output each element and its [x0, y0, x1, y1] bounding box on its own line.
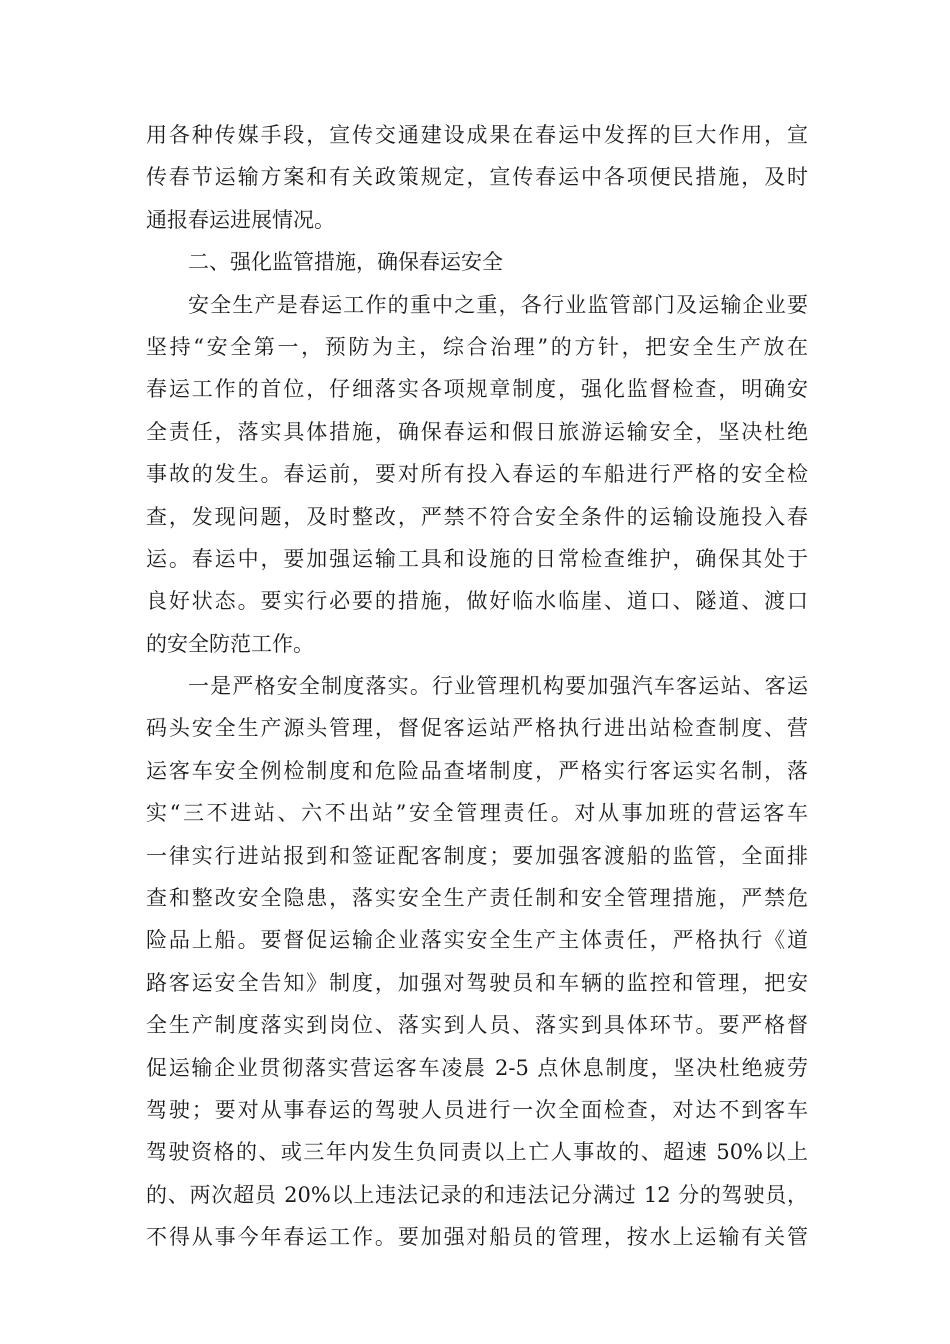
text-line: 全生产制度落实到岗位、落实到人员、落实到具体环节。要严格督 [146, 1013, 808, 1038]
text-line: 驾驶资格的、或三年内发生负同责以上亡人事故的、超速 50%以上 [146, 1140, 808, 1165]
document-page [146, 114, 808, 1259]
text-line: 的安全防范工作。 [146, 631, 314, 656]
text-line: 实“三不进站、六不出站”安全管理责任。对从事加班的营运客车 [146, 801, 808, 826]
text-line: 二、强化监管措施，确保春运安全 [188, 250, 503, 275]
text-line: 的、两次超员 20%以上违法记录的和违法记分满过 12 分的驾驶员， [146, 1182, 808, 1207]
text-line: 安全生产是春运工作的重中之重，各行业监管部门及运输企业要 [188, 292, 808, 317]
text-line: 一是严格安全制度落实。行业管理机构要加强汽车客运站、客运 [188, 674, 808, 699]
text-line: 运。春运中，要加强运输工具和设施的日常检查维护，确保其处于 [146, 546, 808, 571]
text-line: 不得从事今年春运工作。要加强对船员的管理，按水上运输有关管 [146, 1225, 808, 1250]
text-line: 传春节运输方案和有关政策规定，宣传春运中各项便民措施，及时 [146, 165, 808, 190]
text-line: 良好状态。要实行必要的措施，做好临水临崖、道口、隧道、渡口 [146, 589, 808, 614]
text-line: 坚持“安全第一，预防为主，综合治理”的方针，把安全生产放在 [146, 334, 808, 359]
text-line: 春运工作的首位，仔细落实各项规章制度，强化监督检查，明确安 [146, 377, 808, 402]
text-line: 全责任，落实具体措施，确保春运和假日旅游运输安全，坚决杜绝 [146, 419, 808, 444]
text-line: 码头安全生产源头管理，督促客运站严格执行进出站检查制度、营 [146, 716, 808, 741]
text-line: 路客运安全告知》制度，加强对驾驶员和车辆的监控和管理，把安 [146, 970, 808, 995]
text-line: 查和整改安全隐患，落实安全生产责任制和安全管理措施，严禁危 [146, 886, 808, 911]
text-line: 促运输企业贯彻落实营运客车凌晨 2-5 点休息制度，坚决杜绝疲劳 [146, 1055, 808, 1080]
text-line: 一律实行进站报到和签证配客制度；要加强客渡船的监管，全面排 [146, 843, 808, 868]
text-line: 查，发现问题，及时整改，严禁不符合安全条件的运输设施投入春 [146, 504, 808, 529]
text-line: 运客车安全例检制度和危险品查堵制度，严格实行客运实名制，落 [146, 758, 808, 783]
text-line: 驾驶；要对从事春运的驾驶人员进行一次全面检查，对达不到客车 [146, 1097, 808, 1122]
text-line: 用各种传媒手段，宣传交通建设成果在春运中发挥的巨大作用，宣 [146, 123, 808, 147]
text-line: 事故的发生。春运前，要对所有投入春运的车船进行严格的安全检 [146, 462, 808, 487]
text-line: 通报春运进展情况。 [146, 207, 335, 232]
text-line: 险品上船。要督促运输企业落实安全生产主体责任，严格执行《道 [146, 928, 808, 953]
